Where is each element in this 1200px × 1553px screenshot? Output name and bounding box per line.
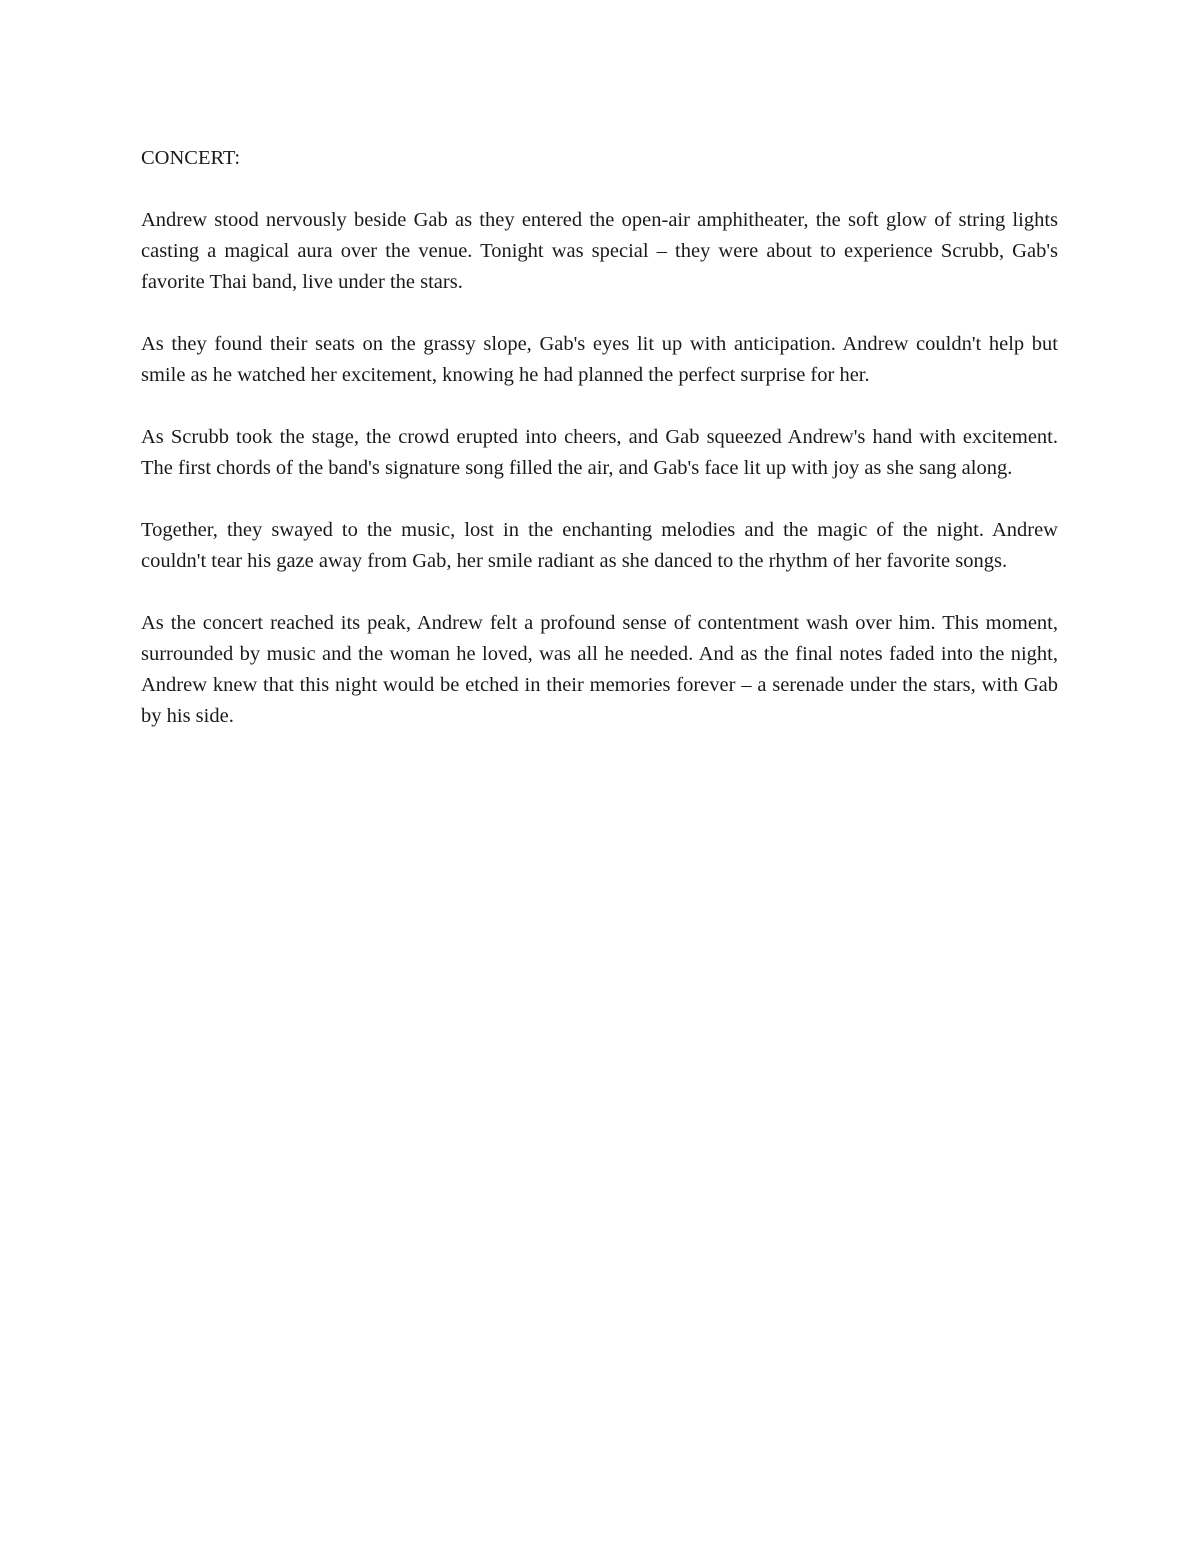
document-body — [141, 143, 1058, 732]
paragraph-4: Together, they swayed to the music, lost in the enchanting melodies and the magic of the night. Andrew couldn't tear his gaze away from Gab, her smile radiant as she danced to the rhythm of her favorite songs. — [141, 519, 1058, 572]
paragraph-5: As the concert reached its peak, Andrew felt a profound sense of contentment wash over him. This moment, surrounded by music and the woman he loved, was all he needed. And as the final notes faded into the night, Andrew knew that this night would be etched in their memories forever – a serenade under the stars, with Gab by his side. — [141, 612, 1058, 727]
paragraph-2: As they found their seats on the grassy slope, Gab's eyes lit up with anticipation. Andrew couldn't help but smile as he watched her excitement, knowing he had planned the perfect surprise for her. — [141, 333, 1058, 386]
paragraph-3: As Scrubb took the stage, the crowd erupted into cheers, and Gab squeezed Andrew's hand with excitement. The first chords of the band's signature song filled the air, and Gab's face lit up with joy as she sang along. — [141, 426, 1058, 479]
paragraph-1: Andrew stood nervously beside Gab as they entered the open-air amphitheater, the soft glow of string lights casting a magical aura over the venue. Tonight was special – they were about to experience Scrubb, Gab's favorite Thai band, live under the stars. — [141, 209, 1058, 293]
document-heading: CONCERT: — [141, 147, 241, 169]
